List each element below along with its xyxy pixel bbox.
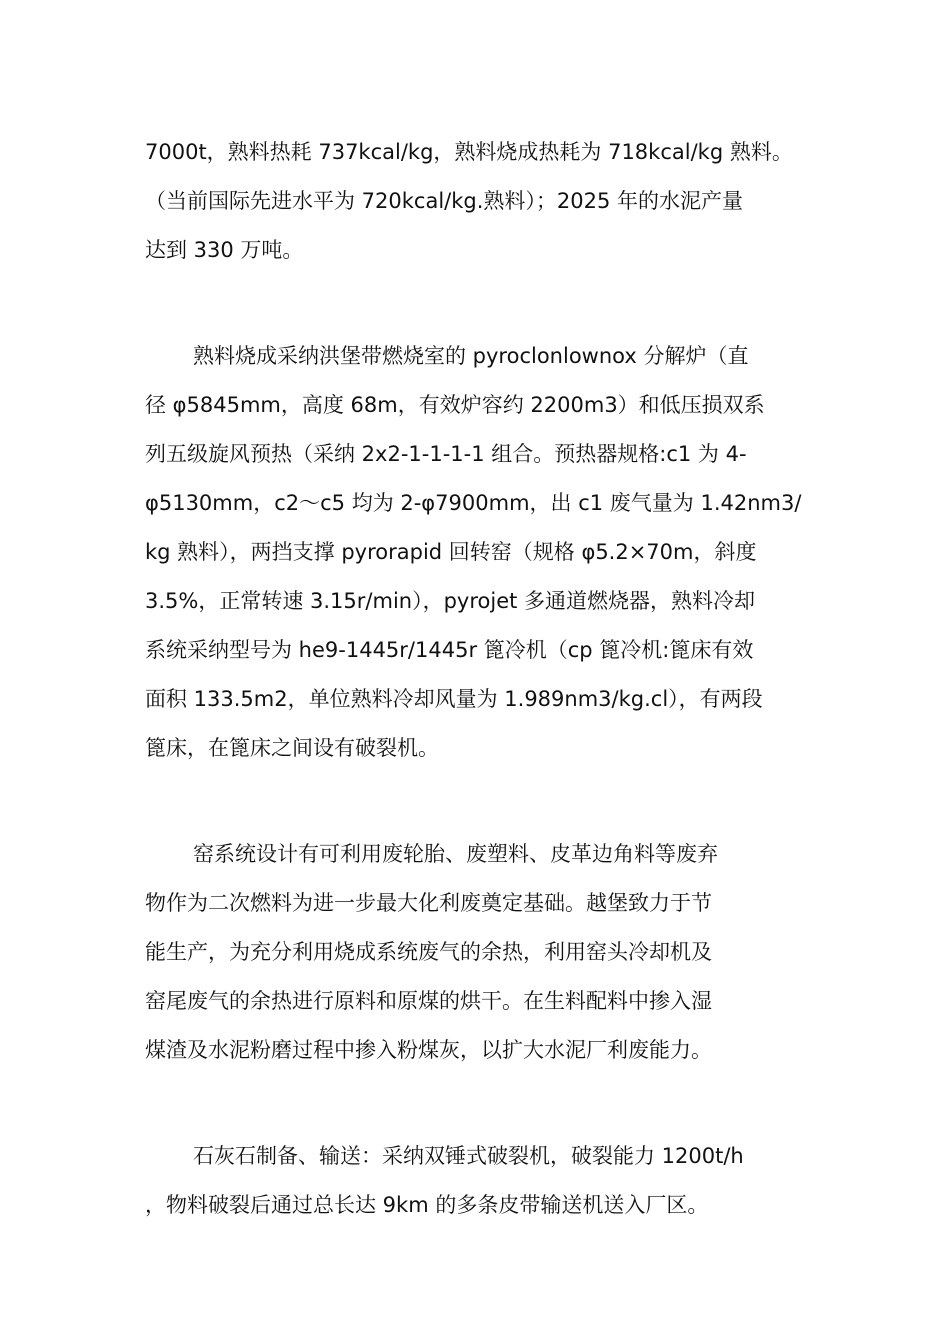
text-line: 系统采纳型号为 he9-1445r/1445r 篦冷机（cp 篦冷机:篦床有效 — [145, 638, 754, 662]
text-line: 能生产，为充分利用烧成系统废气的余热，利用窑头冷却机及 — [145, 940, 712, 964]
text-line: 煤渣及水泥粉磨过程中掺入粉煤灰，以扩大水泥厂利废能力。 — [145, 1038, 712, 1062]
text-line: 篦床，在篦床之间设有破裂机。 — [145, 736, 439, 760]
text-line: 石灰石制备、输送：采纳双锤式破裂机，破裂能力 1200t/h — [193, 1144, 744, 1168]
paragraph-waste-fuel — [145, 830, 810, 1075]
paragraph-clinker-heat — [145, 128, 810, 275]
document-body — [145, 128, 810, 1230]
text-line: 物作为二次燃料为进一步最大化利废奠定基础。越堡致力于节 — [145, 891, 712, 915]
paragraph-gap — [145, 773, 810, 830]
paragraph-gap — [145, 1075, 810, 1132]
text-line: （当前国际先进水平为 720kcal/kg.熟料）；2025 年的水泥产量 — [145, 189, 744, 213]
text-line: 窑系统设计有可利用废轮胎、废塑料、皮革边角料等废弃 — [193, 842, 718, 866]
text-line: 7000t，熟料热耗 737kcal/kg，熟料烧成热耗为 718kcal/kg 熟料。 — [145, 140, 793, 164]
text-line: 列五级旋风预热（采纳 2x2-1-1-1-1 组合。预热器规格:c1 为 4- — [145, 442, 747, 466]
text-line: 熟料烧成采纳洪堡带燃烧室的 pyroclonlownox 分解炉（直 — [193, 344, 749, 368]
text-line: 达到 330 万吨。 — [145, 238, 304, 262]
text-line: kg 熟料），两挡支撑 pyrorapid 回转窑（规格 φ5.2×70m，斜度 — [145, 540, 757, 564]
text-line: φ5130mm，c2～c5 均为 2-φ7900mm，出 c1 废气量为 1.42nm3/ — [145, 491, 802, 515]
paragraph-limestone — [145, 1132, 810, 1230]
text-line: 面积 133.5m2，单位熟料冷却风量为 1.989nm3/kg.cl），有两段 — [145, 687, 763, 711]
paragraph-kiln-system — [145, 332, 810, 773]
text-line: 窑尾废气的余热进行原料和原煤的烘干。在生料配料中掺入湿 — [145, 989, 712, 1013]
text-line: 3.5%，正常转速 3.15r/min），pyrojet 多通道燃烧器，熟料冷却 — [145, 589, 756, 613]
text-line: 径 φ5845mm，高度 68m，有效炉容约 2200m3）和低压损双系 — [145, 393, 765, 417]
paragraph-gap — [145, 275, 810, 332]
text-line: ，物料破裂后通过总长达 9km 的多条皮带输送机送入厂区。 — [145, 1193, 709, 1217]
